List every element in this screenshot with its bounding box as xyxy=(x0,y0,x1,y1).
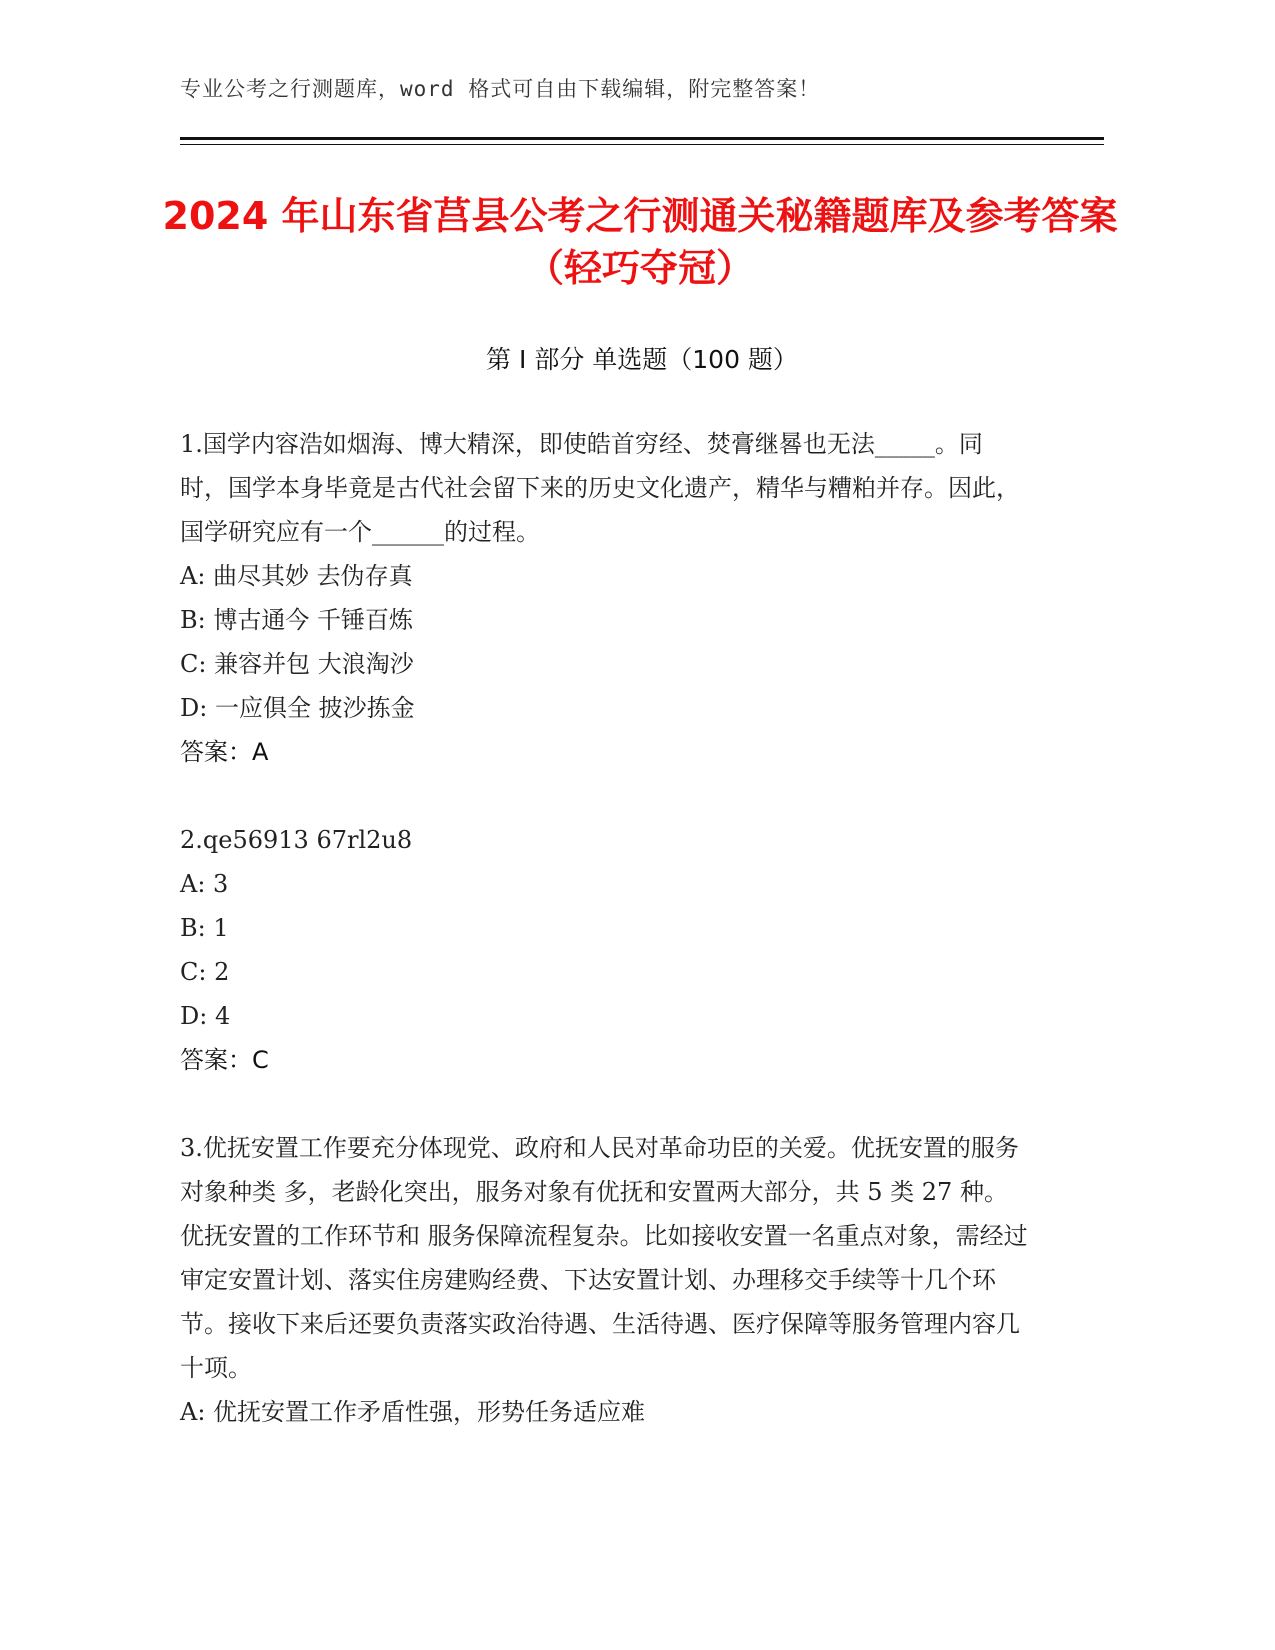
option-d: D: 一应俱全 披沙拣金 xyxy=(180,694,415,722)
question-1 xyxy=(180,422,1030,774)
question-3 xyxy=(180,1126,1030,1434)
option-d: D: 4 xyxy=(180,1002,231,1030)
answer-line: 答案：C xyxy=(180,1046,269,1074)
header-divider-thick xyxy=(180,137,1104,140)
option-c: C: 2 xyxy=(180,958,230,986)
option-list xyxy=(180,1390,1030,1434)
header-note: 专业公考之行测题库，word 格式可自由下载编辑，附完整答案！ xyxy=(180,77,821,101)
question-2 xyxy=(180,818,1030,1082)
option-c: C: 兼容并包 大浪淘沙 xyxy=(180,650,414,678)
option-b: B: 博古通今 千锤百炼 xyxy=(180,606,413,634)
option-list xyxy=(180,862,1030,1038)
section-heading: 第 I 部分 单选题（100 题） xyxy=(486,345,798,374)
question-stem: 1.国学内容浩如烟海、博大精深，即使皓首穷经、焚膏继晷也无法_____。同时，国学本身毕竟是古代社会留下来的历史文化遗产，精华与糟粕并存。因此，国学研究应有一个______的过程。 xyxy=(180,430,1020,546)
question-stem: 2.qe56913 67rl2u8 xyxy=(180,826,413,854)
question-list xyxy=(180,422,1030,1478)
option-a: A: 优抚安置工作矛盾性强，形势任务适应难 xyxy=(180,1398,646,1426)
option-a: A: 曲尽其妙 去伪存真 xyxy=(180,562,413,590)
header-divider-thin xyxy=(180,144,1104,145)
option-b: B: 1 xyxy=(180,914,229,942)
option-list xyxy=(180,554,1030,730)
question-stem: 3.优抚安置工作要充分体现党、政府和人民对革命功臣的关爱。优抚安置的服务对象种类 多，老龄化突出，服务对象有优抚和安置两大部分，共 5 类 27 种。优抚安置的工作环节和 服务保障流程复杂。比如接收安置一名重点对象，需经过审定安置计划、落实住房建购经费、下达安置计划、办理移交手续等十几个环节。接收下来后还要负责落实政治待遇、生活待遇、医疗保障等服务管理内容几十项。 xyxy=(180,1134,1028,1382)
option-a: A: 3 xyxy=(180,870,229,898)
document-title: 2024 年山东省莒县公考之行测通关秘籍题库及参考答案（轻巧夺冠） xyxy=(162,194,1118,290)
answer-line: 答案：A xyxy=(180,738,269,766)
